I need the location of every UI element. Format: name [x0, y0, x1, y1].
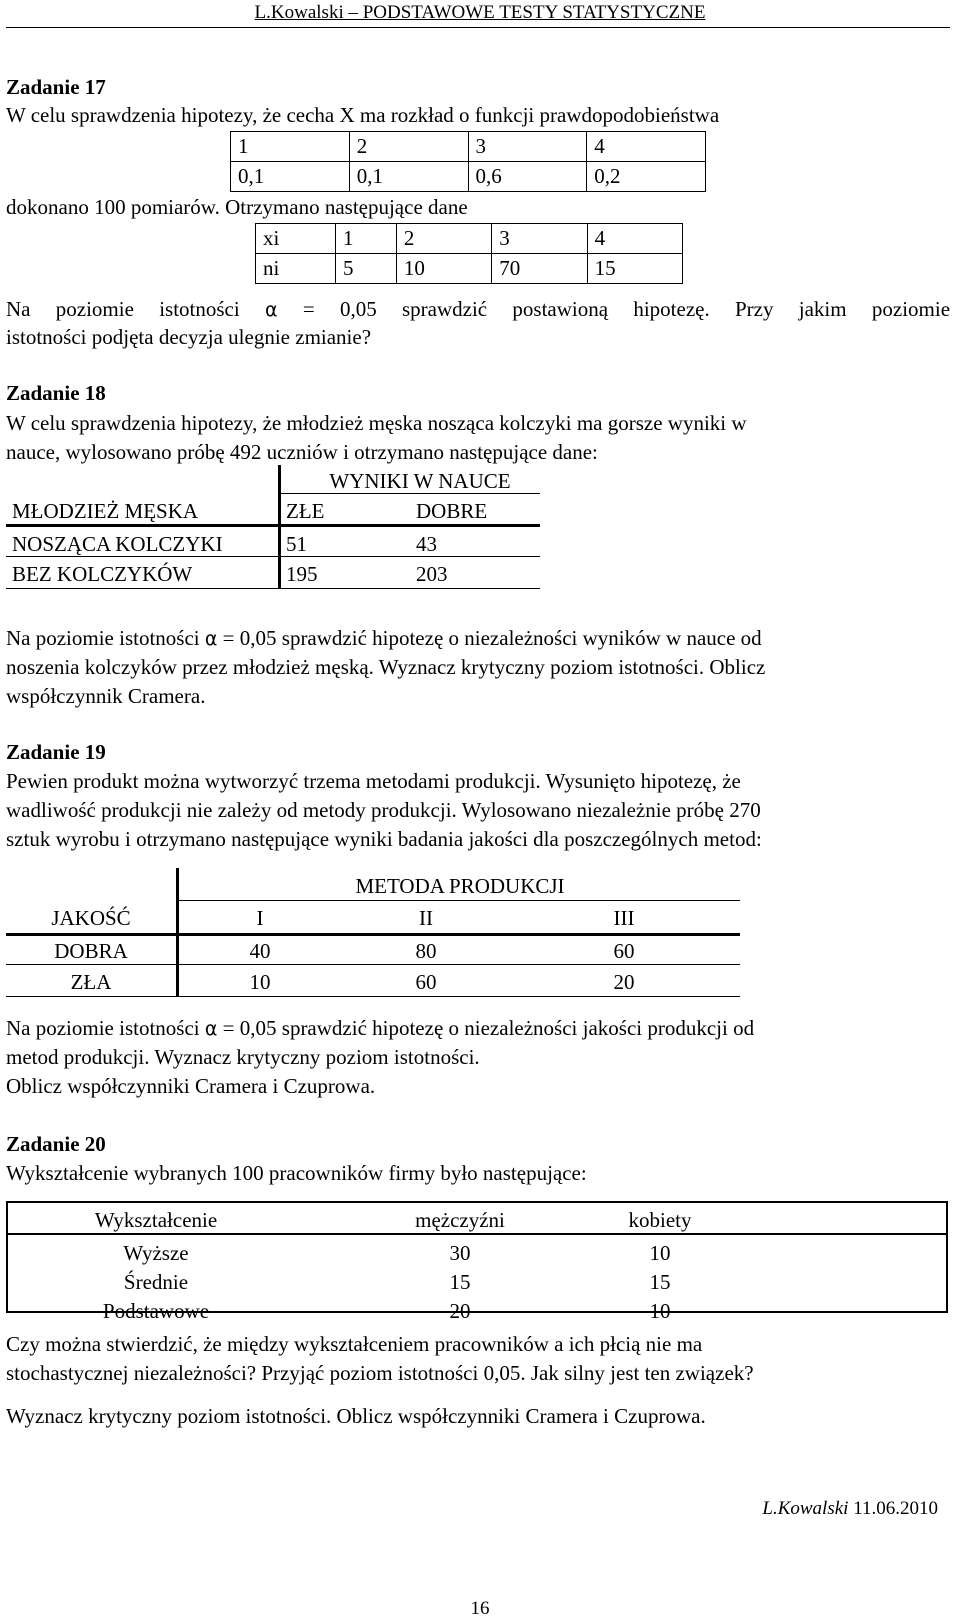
- z19-row-label: ZŁA: [70, 970, 112, 994]
- table-cell: 15: [649, 1270, 671, 1294]
- z19-paragraph-4: [6, 1013, 950, 1044]
- z20-title: Zadanie 20: [6, 1132, 106, 1156]
- z18-col-header: ZŁE: [286, 499, 325, 523]
- table-cell: 203: [416, 562, 448, 586]
- table-cell: 20: [449, 1299, 471, 1323]
- table-cell: 60: [613, 939, 635, 963]
- z18-row-label: NOSZĄCA KOLCZYKI: [12, 532, 223, 556]
- table-divider: [176, 868, 179, 996]
- table-cell: 0,2: [587, 162, 706, 192]
- table-cell: 10: [649, 1299, 671, 1323]
- table-cell: 1: [336, 224, 397, 254]
- z18-group-header: WYNIKI W NAUCE: [329, 469, 511, 493]
- z20-paragraph-4: Wyznacz krytyczny poziom istotności. Oblicz współczynniki Cramera i Czuprowa.: [6, 1404, 706, 1428]
- footer-signature: [762, 1494, 938, 1524]
- z17-paragraph-4: istotności podjęta decyzja ulegnie zmianie?: [6, 325, 372, 349]
- header-rule: [6, 27, 950, 28]
- z19-row-label: DOBRA: [54, 939, 128, 963]
- z19-corner-header: JAKOŚĆ: [51, 906, 131, 930]
- alpha-symbol: α: [204, 628, 218, 650]
- table-cell: 70: [492, 254, 587, 284]
- z18-paragraph-3: [6, 623, 950, 654]
- text-span: Na poziomie istotności: [6, 626, 200, 650]
- footer-date: 11.06.2010: [853, 1498, 938, 1519]
- z20-row-label: Średnie: [123, 1270, 189, 1294]
- z19-paragraph-6: Oblicz współczynniki Cramera i Czuprowa.: [6, 1074, 376, 1098]
- z19-group-header: METODA PRODUKCJI: [355, 874, 565, 898]
- z20-paragraph-2: Czy można stwierdzić, że między wykształceniem pracowników a ich płcią nie ma: [6, 1332, 703, 1356]
- table-cell: 15: [449, 1270, 471, 1294]
- z20-col-header: Wykształcenie: [94, 1208, 218, 1232]
- z18-title: Zadanie 18: [6, 381, 106, 405]
- table-cell: 40: [249, 939, 271, 963]
- z17-distribution-table: [230, 131, 706, 192]
- z17-paragraph-1: W celu sprawdzenia hipotezy, że cecha X ma rozkład o funkcji prawdopodobieństwa: [6, 103, 720, 127]
- table-cell: 2: [396, 224, 491, 254]
- table-row: [231, 162, 706, 192]
- z18-row-label: BEZ KOLCZYKÓW: [12, 562, 193, 586]
- table-cell: 60: [415, 970, 437, 994]
- table-row: [256, 254, 683, 284]
- text-span: = 0,05 sprawdzić hipotezę o niezależności wyników w nauce od: [222, 626, 762, 650]
- table-cell: 51: [286, 532, 307, 556]
- z19-col-header: II: [419, 906, 433, 930]
- table-row: [231, 132, 706, 162]
- z19-paragraph-3: sztuk wyrobu i otrzymano następujące wyniki badania jakości dla poszczególnych metod:: [6, 827, 762, 851]
- table-cell: 2: [349, 132, 468, 162]
- table-cell: 10: [249, 970, 271, 994]
- text-span: = 0,05 sprawdzić postawioną hipotezę. Przy jakim poziomie: [302, 297, 951, 321]
- table-cell: 80: [415, 939, 437, 963]
- text-span: Na poziomie istotności: [6, 1016, 200, 1040]
- table-cell: 4: [587, 224, 682, 254]
- z20-col-header: mężczyźni: [415, 1208, 505, 1232]
- z20-row-label: Podstawowe: [102, 1299, 210, 1323]
- z18-paragraph-2: nauce, wylosowano próbę 492 uczniów i otrzymano następujące dane:: [6, 440, 598, 464]
- z20-col-header: kobiety: [628, 1208, 692, 1232]
- z17-title: Zadanie 17: [6, 75, 106, 99]
- table-cell: 4: [587, 132, 706, 162]
- table-cell: 15: [587, 254, 682, 284]
- table-cell: 0,1: [349, 162, 468, 192]
- z18-paragraph-1: W celu sprawdzenia hipotezy, że młodzież męska nosząca kolczyki ma gorsze wyniki w: [6, 411, 747, 435]
- z18-paragraph-4: noszenia kolczyków przez młodzież męską. Wyznacz krytyczny poziom istotności. Oblicz: [6, 655, 766, 679]
- z20-row-label: Wyższe: [123, 1241, 189, 1265]
- alpha-symbol: α: [204, 1018, 218, 1040]
- z19-title: Zadanie 19: [6, 740, 106, 764]
- text-span: Na poziomie istotności: [6, 297, 240, 321]
- z19-paragraph-2: wadliwość produkcji nie zależy od metody produkcji. Wylosowano niezależnie próbę 270: [6, 798, 761, 822]
- z17-data-table: [255, 223, 683, 284]
- table-cell: 43: [416, 532, 437, 556]
- z18-col-header: DOBRE: [416, 499, 488, 523]
- table-cell: 30: [449, 1241, 471, 1265]
- table-cell: ni: [256, 254, 336, 284]
- text-span: = 0,05 sprawdzić hipotezę o niezależności jakości produkcji od: [222, 1016, 755, 1040]
- table-cell: 3: [492, 224, 587, 254]
- table-cell: 20: [613, 970, 635, 994]
- z19-paragraph-1: Pewien produkt można wytworzyć trzema metodami produkcji. Wysunięto hipotezę, że: [6, 769, 741, 793]
- table-cell: 0,1: [231, 162, 350, 192]
- table-cell: 3: [468, 132, 587, 162]
- z19-paragraph-5: metod produkcji. Wyznacz krytyczny poziom istotności.: [6, 1045, 480, 1069]
- z19-col-header: I: [256, 906, 264, 930]
- running-header: L.Kowalski – PODSTAWOWE TESTY STATYSTYCZNE: [254, 2, 706, 23]
- table-row: [256, 224, 683, 254]
- z20-paragraph-1: Wykształcenie wybranych 100 pracowników firmy było następujące:: [6, 1161, 587, 1185]
- alpha-symbol: α: [265, 299, 278, 321]
- z20-paragraph-3: stochastycznej niezależności? Przyjąć poziom istotności 0,05. Jak silny jest ten związek?: [6, 1361, 754, 1385]
- z18-corner-header: MŁODZIEŻ MĘSKA: [12, 499, 199, 523]
- table-cell: 10: [396, 254, 491, 284]
- table-divider: [278, 465, 281, 589]
- table-cell: 195: [286, 562, 318, 586]
- z19-col-header: III: [613, 906, 635, 930]
- table-cell: 10: [649, 1241, 671, 1265]
- z18-paragraph-5: współczynnik Cramera.: [6, 684, 206, 708]
- table-cell: 1: [231, 132, 350, 162]
- z17-paragraph-3: [6, 294, 950, 325]
- z17-paragraph-2: dokonano 100 pomiarów. Otrzymano następujące dane: [6, 195, 468, 219]
- table-cell: 5: [336, 254, 397, 284]
- table-cell: xi: [256, 224, 336, 254]
- table-cell: 0,6: [468, 162, 587, 192]
- footer-author: L.Kowalski: [762, 1498, 849, 1519]
- page-number: 16: [470, 1598, 490, 1619]
